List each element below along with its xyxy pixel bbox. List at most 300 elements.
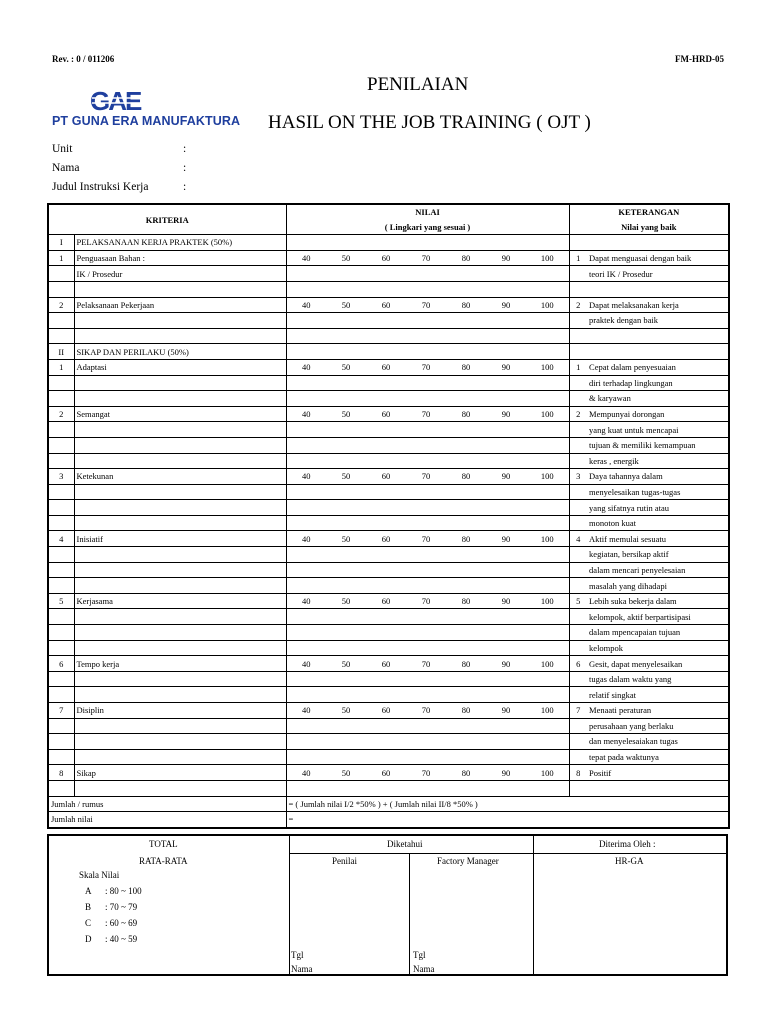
row-number: 2	[48, 297, 74, 313]
keterangan-text: Menaati peraturan	[587, 703, 729, 719]
criteria-label: Kerjasama	[74, 593, 286, 609]
score-option[interactable]: 70	[406, 297, 446, 313]
table-row	[48, 609, 729, 625]
score-option[interactable]: 100	[526, 297, 569, 313]
score-option[interactable]: 40	[286, 250, 326, 266]
score-option[interactable]: 40	[286, 406, 326, 422]
skala-grade: B	[85, 902, 92, 912]
row-number	[48, 281, 74, 297]
keterangan-number	[569, 500, 587, 516]
table-row	[48, 250, 729, 266]
score-empty	[286, 453, 569, 469]
table-row	[48, 281, 729, 297]
skala-range: : 80 ~ 100	[105, 886, 142, 896]
score-option[interactable]: 60	[366, 656, 406, 672]
keterangan-number	[569, 328, 587, 344]
skala-grade: C	[85, 918, 92, 928]
nama-colon: :	[183, 162, 187, 174]
score-option[interactable]: 70	[406, 250, 446, 266]
keterangan-text: yang sifatnya rutin atau	[587, 500, 729, 516]
keterangan-text: Cepat dalam penyesuaian	[587, 359, 729, 375]
score-option[interactable]: 40	[286, 593, 326, 609]
total-label: TOTAL	[149, 839, 178, 849]
score-option[interactable]: 70	[406, 531, 446, 547]
criteria-label: Sikap	[74, 765, 286, 781]
score-option[interactable]: 70	[406, 703, 446, 719]
score-empty	[286, 562, 569, 578]
score-option[interactable]: 60	[366, 250, 406, 266]
jumlah-nilai-label: Jumlah nilai	[48, 812, 286, 828]
table-row	[48, 593, 729, 609]
criteria-label	[74, 313, 286, 329]
score-empty	[286, 687, 569, 703]
keterangan-number: 2	[569, 406, 587, 422]
row-number	[48, 313, 74, 329]
criteria-label: Inisiatif	[74, 531, 286, 547]
row-number: II	[48, 344, 74, 360]
criteria-label	[74, 578, 286, 594]
criteria-label	[74, 640, 286, 656]
score-option[interactable]: 80	[446, 469, 486, 485]
score-option[interactable]: 70	[406, 406, 446, 422]
nama-label: Nama	[52, 162, 80, 174]
form-code: FM-HRD-05	[675, 54, 724, 64]
score-empty	[286, 609, 569, 625]
row-number	[48, 625, 74, 641]
score-empty	[286, 313, 569, 329]
skala-grade: D	[85, 934, 92, 944]
table-row	[48, 297, 729, 313]
revision-number: Rev. : 0 / 011206	[52, 54, 115, 64]
keterangan-text: diri terhadap lingkungan	[587, 375, 729, 391]
score-empty	[286, 235, 569, 251]
score-option[interactable]: 50	[326, 359, 366, 375]
score-option[interactable]: 50	[326, 765, 366, 781]
score-option[interactable]: 90	[486, 469, 526, 485]
keterangan-text: Dapat melaksanakan kerja	[587, 297, 729, 313]
criteria-label	[74, 609, 286, 625]
table-row	[48, 656, 729, 672]
keterangan-number	[569, 391, 587, 407]
criteria-label: Disiplin	[74, 703, 286, 719]
keterangan-text: teori IK / Prosedur	[587, 266, 729, 282]
jumlah-nilai-value: =	[286, 812, 729, 828]
score-option[interactable]: 60	[366, 469, 406, 485]
score-option[interactable]: 40	[286, 765, 326, 781]
header-nilai-sub: ( Lingkari yang sesuai )	[286, 220, 569, 235]
criteria-label	[74, 780, 286, 796]
table-row	[48, 734, 729, 750]
score-empty	[286, 328, 569, 344]
keterangan-text	[587, 344, 729, 360]
keterangan-text: Mempunyai dorongan	[587, 406, 729, 422]
row-number: 7	[48, 703, 74, 719]
row-number	[48, 266, 74, 282]
judul-colon: :	[183, 181, 187, 193]
unit-colon: :	[183, 143, 187, 155]
score-empty	[286, 578, 569, 594]
row-number: 6	[48, 656, 74, 672]
score-option[interactable]: 80	[446, 250, 486, 266]
score-empty	[286, 422, 569, 438]
keterangan-number	[569, 515, 587, 531]
keterangan-number	[569, 547, 587, 563]
keterangan-number: 2	[569, 297, 587, 313]
keterangan-number: 6	[569, 656, 587, 672]
row-number: 5	[48, 593, 74, 609]
company-logo	[52, 86, 241, 130]
criteria-label	[74, 749, 286, 765]
criteria-label	[74, 687, 286, 703]
keterangan-text: Aktif memulai sesuatu	[587, 531, 729, 547]
keterangan-text: menyelesaikan tugas-tugas	[587, 484, 729, 500]
keterangan-text: monoton kuat	[587, 515, 729, 531]
table-row	[48, 359, 729, 375]
score-empty	[286, 640, 569, 656]
keterangan-text: dalam mpencapaian tujuan	[587, 625, 729, 641]
score-option[interactable]: 80	[446, 359, 486, 375]
criteria-label: SIKAP DAN PERILAKU (50%)	[74, 344, 286, 360]
table-row	[48, 500, 729, 516]
diterima-oleh-label: Diterima Oleh :	[599, 839, 656, 849]
keterangan-number	[569, 437, 587, 453]
keterangan-text: dan menyelesaiakan tugas	[587, 734, 729, 750]
keterangan-number	[569, 687, 587, 703]
factory-manager-label: Factory Manager	[437, 856, 499, 866]
score-option[interactable]: 70	[406, 765, 446, 781]
score-empty	[286, 718, 569, 734]
skala-range: : 60 ~ 69	[105, 918, 138, 928]
keterangan-text: & karyawan	[587, 391, 729, 407]
keterangan-text	[587, 281, 729, 297]
score-option[interactable]: 100	[526, 250, 569, 266]
score-option[interactable]: 40	[286, 359, 326, 375]
skala-range: : 40 ~ 59	[105, 934, 138, 944]
score-empty	[286, 281, 569, 297]
keterangan-number	[569, 235, 587, 251]
criteria-label	[74, 625, 286, 641]
score-option[interactable]: 100	[526, 406, 569, 422]
header-keterangan-sub: Nilai yang baik	[569, 220, 729, 235]
score-option[interactable]: 100	[526, 703, 569, 719]
score-option[interactable]: 70	[406, 359, 446, 375]
keterangan-number	[569, 780, 587, 796]
score-option[interactable]: 60	[366, 703, 406, 719]
score-option[interactable]: 80	[446, 406, 486, 422]
keterangan-text: yang kuat untuk mencapai	[587, 422, 729, 438]
score-option[interactable]: 90	[486, 593, 526, 609]
table-row	[48, 391, 729, 407]
jumlah-rumus-value: = ( Jumlah nilai I/2 *50% ) + ( Jumlah nilai II/8 *50% )	[286, 796, 729, 812]
rata-rata-label: RATA-RATA	[139, 856, 188, 866]
score-empty	[286, 437, 569, 453]
keterangan-number	[569, 671, 587, 687]
score-option[interactable]: 100	[526, 656, 569, 672]
table-row	[48, 578, 729, 594]
criteria-label: PELAKSANAAN KERJA PRAKTEK (50%)	[74, 235, 286, 251]
row-number	[48, 453, 74, 469]
score-option[interactable]: 50	[326, 703, 366, 719]
penilai-nama: Nama	[291, 964, 313, 974]
row-number	[48, 500, 74, 516]
score-option[interactable]: 50	[326, 656, 366, 672]
row-number: 2	[48, 406, 74, 422]
score-empty	[286, 780, 569, 796]
score-empty	[286, 375, 569, 391]
criteria-label	[74, 422, 286, 438]
score-option[interactable]: 60	[366, 765, 406, 781]
score-option[interactable]: 100	[526, 765, 569, 781]
criteria-label	[74, 500, 286, 516]
score-option[interactable]: 60	[366, 359, 406, 375]
diketahui-label: Diketahui	[387, 839, 423, 849]
score-option[interactable]: 80	[446, 593, 486, 609]
criteria-label: Semangat	[74, 406, 286, 422]
score-option[interactable]: 90	[486, 406, 526, 422]
criteria-label	[74, 391, 286, 407]
score-empty	[286, 344, 569, 360]
row-number	[48, 734, 74, 750]
criteria-label: Penguasaan Bahan :	[74, 250, 286, 266]
keterangan-number	[569, 453, 587, 469]
score-empty	[286, 500, 569, 516]
jumlah-rumus-label: Jumlah / rumus	[48, 796, 286, 812]
score-option[interactable]: 40	[286, 703, 326, 719]
score-option[interactable]: 90	[486, 656, 526, 672]
criteria-label: Ketekunan	[74, 469, 286, 485]
row-number	[48, 749, 74, 765]
criteria-label	[74, 328, 286, 344]
keterangan-number: 5	[569, 593, 587, 609]
keterangan-number	[569, 484, 587, 500]
skala-grade: A	[85, 886, 92, 896]
table-row	[48, 484, 729, 500]
keterangan-number: 1	[569, 250, 587, 266]
keterangan-number: 3	[569, 469, 587, 485]
criteria-label	[74, 734, 286, 750]
keterangan-text: tujuan & memiliki kemampuan	[587, 437, 729, 453]
table-row	[48, 375, 729, 391]
score-option[interactable]: 60	[366, 593, 406, 609]
score-option[interactable]: 50	[326, 406, 366, 422]
assessment-table	[47, 203, 730, 829]
score-option[interactable]: 100	[526, 359, 569, 375]
score-option[interactable]: 100	[526, 531, 569, 547]
score-option[interactable]: 80	[446, 765, 486, 781]
score-option[interactable]: 60	[366, 531, 406, 547]
row-number	[48, 515, 74, 531]
row-number: 1	[48, 359, 74, 375]
score-option[interactable]: 40	[286, 469, 326, 485]
unit-label: Unit	[52, 143, 73, 155]
keterangan-number: 1	[569, 359, 587, 375]
score-option[interactable]: 70	[406, 469, 446, 485]
keterangan-number	[569, 344, 587, 360]
score-option[interactable]: 90	[486, 250, 526, 266]
penilai-tgl: Tgl	[291, 950, 304, 960]
penilai-label: Penilai	[332, 856, 357, 866]
keterangan-number	[569, 625, 587, 641]
score-option[interactable]: 70	[406, 656, 446, 672]
row-number	[48, 578, 74, 594]
keterangan-text: masalah yang dihadapi	[587, 578, 729, 594]
skala-range: : 70 ~ 79	[105, 902, 138, 912]
score-option[interactable]: 80	[446, 703, 486, 719]
row-number	[48, 780, 74, 796]
keterangan-text: Daya tahannya dalam	[587, 469, 729, 485]
keterangan-text: keras , energik	[587, 453, 729, 469]
row-number: 8	[48, 765, 74, 781]
criteria-label	[74, 375, 286, 391]
score-empty	[286, 266, 569, 282]
hr-ga-label: HR-GA	[615, 856, 644, 866]
score-option[interactable]: 50	[326, 297, 366, 313]
keterangan-text: kelompok	[587, 640, 729, 656]
row-number: I	[48, 235, 74, 251]
table-row	[48, 266, 729, 282]
row-number	[48, 640, 74, 656]
criteria-label	[74, 547, 286, 563]
score-empty	[286, 515, 569, 531]
score-option[interactable]: 90	[486, 359, 526, 375]
score-option[interactable]: 50	[326, 593, 366, 609]
table-row	[48, 531, 729, 547]
score-option[interactable]: 80	[446, 656, 486, 672]
keterangan-text	[587, 328, 729, 344]
criteria-label	[74, 437, 286, 453]
score-option[interactable]: 50	[326, 531, 366, 547]
score-option[interactable]: 40	[286, 656, 326, 672]
header-keterangan: KETERANGAN	[569, 204, 729, 220]
score-empty	[286, 484, 569, 500]
criteria-label	[74, 484, 286, 500]
score-option[interactable]: 50	[326, 250, 366, 266]
score-option[interactable]: 40	[286, 531, 326, 547]
criteria-label	[74, 671, 286, 687]
keterangan-text: kelompok, aktif berpartisipasi	[587, 609, 729, 625]
criteria-label	[74, 453, 286, 469]
score-option[interactable]: 90	[486, 531, 526, 547]
score-option[interactable]: 90	[486, 765, 526, 781]
criteria-label: IK / Prosedur	[74, 266, 286, 282]
table-row	[48, 625, 729, 641]
row-number	[48, 422, 74, 438]
keterangan-number	[569, 609, 587, 625]
keterangan-number	[569, 734, 587, 750]
row-number	[48, 375, 74, 391]
criteria-label: Pelaksanaan Pekerjaan	[74, 297, 286, 313]
row-number: 1	[48, 250, 74, 266]
keterangan-text: Dapat menguasai dengan baik	[587, 250, 729, 266]
skala-nilai-title: Skala Nilai	[79, 870, 120, 880]
page-subtitle: HASIL ON THE JOB TRAINING ( OJT )	[268, 112, 591, 133]
keterangan-text: Gesit, dapat menyelesaikan	[587, 656, 729, 672]
score-empty	[286, 391, 569, 407]
keterangan-number: 8	[569, 765, 587, 781]
keterangan-number	[569, 422, 587, 438]
row-number	[48, 547, 74, 563]
svg-text:GAE: GAE	[90, 86, 141, 116]
criteria-label	[74, 515, 286, 531]
table-row	[48, 515, 729, 531]
keterangan-number: 4	[569, 531, 587, 547]
keterangan-number	[569, 749, 587, 765]
table-row	[48, 703, 729, 719]
score-option[interactable]: 90	[486, 703, 526, 719]
criteria-label: Tempo kerja	[74, 656, 286, 672]
keterangan-number	[569, 266, 587, 282]
score-empty	[286, 734, 569, 750]
keterangan-text: tepat pada waktunya	[587, 749, 729, 765]
keterangan-number	[569, 375, 587, 391]
table-row	[48, 453, 729, 469]
keterangan-number	[569, 562, 587, 578]
score-option[interactable]: 90	[486, 297, 526, 313]
table-row	[48, 749, 729, 765]
table-row	[48, 422, 729, 438]
score-option[interactable]: 80	[446, 297, 486, 313]
jumlah-rumus	[48, 796, 729, 812]
score-option[interactable]: 100	[526, 469, 569, 485]
score-option[interactable]: 50	[326, 469, 366, 485]
gae-logo-mark-icon	[90, 86, 160, 116]
criteria-label: Adaptasi	[74, 359, 286, 375]
score-empty	[286, 625, 569, 641]
score-option[interactable]: 40	[286, 297, 326, 313]
keterangan-number	[569, 578, 587, 594]
table-row	[48, 687, 729, 703]
table-row	[48, 640, 729, 656]
row-number	[48, 687, 74, 703]
row-number: 4	[48, 531, 74, 547]
score-empty	[286, 547, 569, 563]
table-row	[48, 313, 729, 329]
score-empty	[286, 749, 569, 765]
header-nilai: NILAI	[286, 204, 569, 220]
keterangan-number	[569, 281, 587, 297]
table-row	[48, 235, 729, 251]
score-option[interactable]: 70	[406, 593, 446, 609]
manager-tgl: Tgl	[413, 950, 426, 960]
criteria-label	[74, 562, 286, 578]
row-number	[48, 562, 74, 578]
keterangan-text	[587, 235, 729, 251]
row-number	[48, 437, 74, 453]
table-row	[48, 344, 729, 360]
score-option[interactable]: 80	[446, 531, 486, 547]
score-option[interactable]: 60	[366, 297, 406, 313]
keterangan-number	[569, 640, 587, 656]
score-option[interactable]: 100	[526, 593, 569, 609]
keterangan-text: perusahaan yang berlaku	[587, 718, 729, 734]
score-option[interactable]: 60	[366, 406, 406, 422]
approval-section	[47, 834, 728, 976]
company-name: PT GUNA ERA MANUFAKTURA	[52, 114, 241, 128]
table-row	[48, 547, 729, 563]
row-number	[48, 671, 74, 687]
criteria-label	[74, 281, 286, 297]
table-row	[48, 562, 729, 578]
keterangan-text: praktek dengan baik	[587, 313, 729, 329]
keterangan-number	[569, 313, 587, 329]
row-number	[48, 484, 74, 500]
row-number	[48, 328, 74, 344]
keterangan-text: tugas dalam waktu yang	[587, 671, 729, 687]
keterangan-text: dalam mencari penyelesaian	[587, 562, 729, 578]
table-row	[48, 437, 729, 453]
keterangan-number	[569, 718, 587, 734]
judul-instruksi-kerja-label: Judul Instruksi Kerja	[52, 181, 149, 193]
